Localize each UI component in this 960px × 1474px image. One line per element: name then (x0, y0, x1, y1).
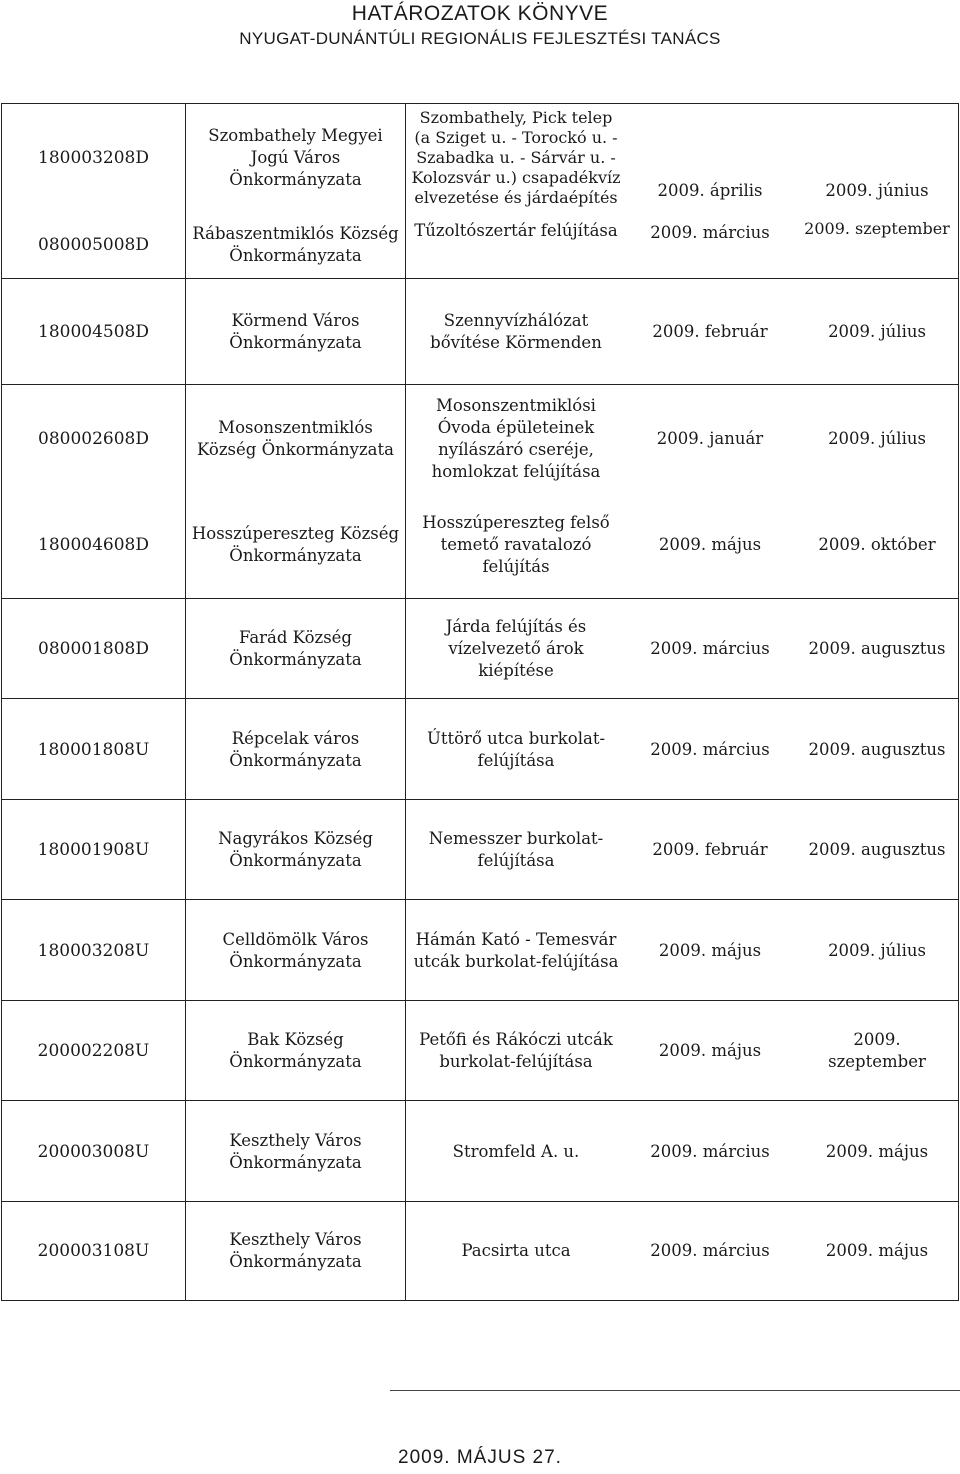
end-date: 2009. július (828, 429, 926, 448)
end-date: 2009. május (825, 1141, 929, 1161)
table-row (2, 698, 958, 800)
end-date: 2009. szeptember (828, 1030, 926, 1071)
table-row (2, 598, 958, 699)
document-title: HATÁROZATOK KÖNYVE (351, 2, 609, 25)
table-row (2, 384, 958, 493)
start-date: 2009. március (650, 639, 770, 658)
beneficiary: Keszthely Város Önkormányzata (186, 1202, 406, 1300)
start-date: 2009. május (658, 940, 762, 960)
project-code: 200002208U (2, 1001, 186, 1101)
project-code: 080001808D (2, 599, 186, 699)
project-title: Hámán Kató - Temesvár utcák burkolat-felújítása (413, 929, 619, 971)
project-code: 180001908U (2, 800, 186, 900)
project-title: Tűzoltószertár felújítása (414, 221, 618, 240)
start-date: 2009. január (656, 429, 764, 448)
footer-divider (390, 1390, 960, 1391)
beneficiary: Körmend Város Önkormányzata (186, 279, 406, 385)
end-date: 2009. augusztus (808, 739, 946, 759)
beneficiary: Keszthely Város Önkormányzata (186, 1101, 406, 1202)
start-date: 2009. február (652, 322, 768, 341)
project-code: 180004608D (2, 492, 186, 598)
end-date: 2009. augusztus (808, 639, 946, 658)
beneficiary: Hosszúpereszteg Község Önkormányzata (186, 492, 406, 598)
project-title: Úttörő utca burkolat-felújítása (426, 728, 606, 770)
start-date: 2009. március (650, 223, 770, 242)
end-date: 2009. május (825, 1241, 929, 1260)
project-title: Szombathely, Pick telep (a Sziget u. - Torockó u. - Szabadka u. - Sárvár u. - Kolozsvár u.) csapadékvíz elvezetése és járdaépítés (411, 108, 621, 207)
end-date: 2009. október (818, 535, 936, 554)
start-date: 2009. május (658, 1041, 762, 1060)
end-date: 2009. július (828, 322, 926, 341)
projects-table (1, 103, 959, 1301)
beneficiary: Farád Község Önkormányzata (186, 599, 406, 699)
project-code: 200003108U (2, 1202, 186, 1300)
table-row (2, 1201, 958, 1300)
start-date: 2009. február (652, 840, 768, 859)
footer-date: 2009. MÁJUS 27. (398, 1447, 562, 1468)
beneficiary: Bak Község Önkormányzata (186, 1001, 406, 1101)
project-code: 180003208U (2, 900, 186, 1001)
beneficiary: Mosonszentmiklós Község Önkormányzata (186, 385, 406, 493)
beneficiary: Répcelak város Önkormányzata (186, 699, 406, 800)
end-date: 2009. június (825, 181, 929, 200)
project-code: 180003208D (2, 104, 186, 212)
project-title: Szennyvízhálózat bővítése Körmenden (430, 311, 602, 352)
end-date: 2009. szeptember (804, 219, 950, 238)
project-title: Nemesszer burkolat-felújítása (428, 829, 604, 870)
beneficiary: Rábaszentmiklós Község Önkormányzata (186, 212, 406, 278)
project-title: Hosszúpereszteg felső temető ravatalozó felújítás (422, 513, 610, 576)
project-code: 180004508D (2, 279, 186, 385)
project-title: Mosonszentmiklósi Óvoda épületeinek nyílászáró cseréje, homlokzat felújítása (431, 396, 601, 481)
table-row (2, 799, 958, 900)
project-code: 080005008D (2, 212, 186, 278)
project-title: Petőfi és Rákóczi utcák burkolat-felújítása (419, 1030, 613, 1071)
table-row (2, 1000, 958, 1101)
table-row (2, 492, 958, 598)
project-title: Stromfeld A. u. (452, 1141, 580, 1161)
table-row (2, 212, 958, 278)
start-date: 2009. március (650, 1141, 770, 1161)
document-subtitle: NYUGAT-DUNÁNTÚLI REGIONÁLIS FEJLESZTÉSI TANÁCS (239, 29, 721, 48)
table-row (2, 278, 958, 385)
start-date: 2009. március (650, 739, 770, 759)
table-row (2, 1100, 958, 1202)
beneficiary: Nagyrákos Község Önkormányzata (186, 800, 406, 900)
project-title: Járda felújítás és vízelvezető árok kiépítése (445, 617, 587, 680)
project-title: Pacsirta utca (461, 1241, 571, 1260)
beneficiary: Szombathely Megyei Jogú Város Önkormányzata (186, 104, 406, 212)
start-date: 2009. március (650, 1241, 770, 1260)
end-date: 2009. augusztus (808, 840, 946, 859)
start-date: 2009. április (657, 181, 763, 200)
end-date: 2009. július (828, 940, 926, 960)
start-date: 2009. május (658, 535, 762, 554)
table-row (2, 899, 958, 1001)
table-row (2, 104, 958, 212)
beneficiary: Celldömölk Város Önkormányzata (186, 900, 406, 1001)
project-code: 180001808U (2, 699, 186, 800)
project-code: 200003008U (2, 1101, 186, 1202)
project-code: 080002608D (2, 385, 186, 493)
